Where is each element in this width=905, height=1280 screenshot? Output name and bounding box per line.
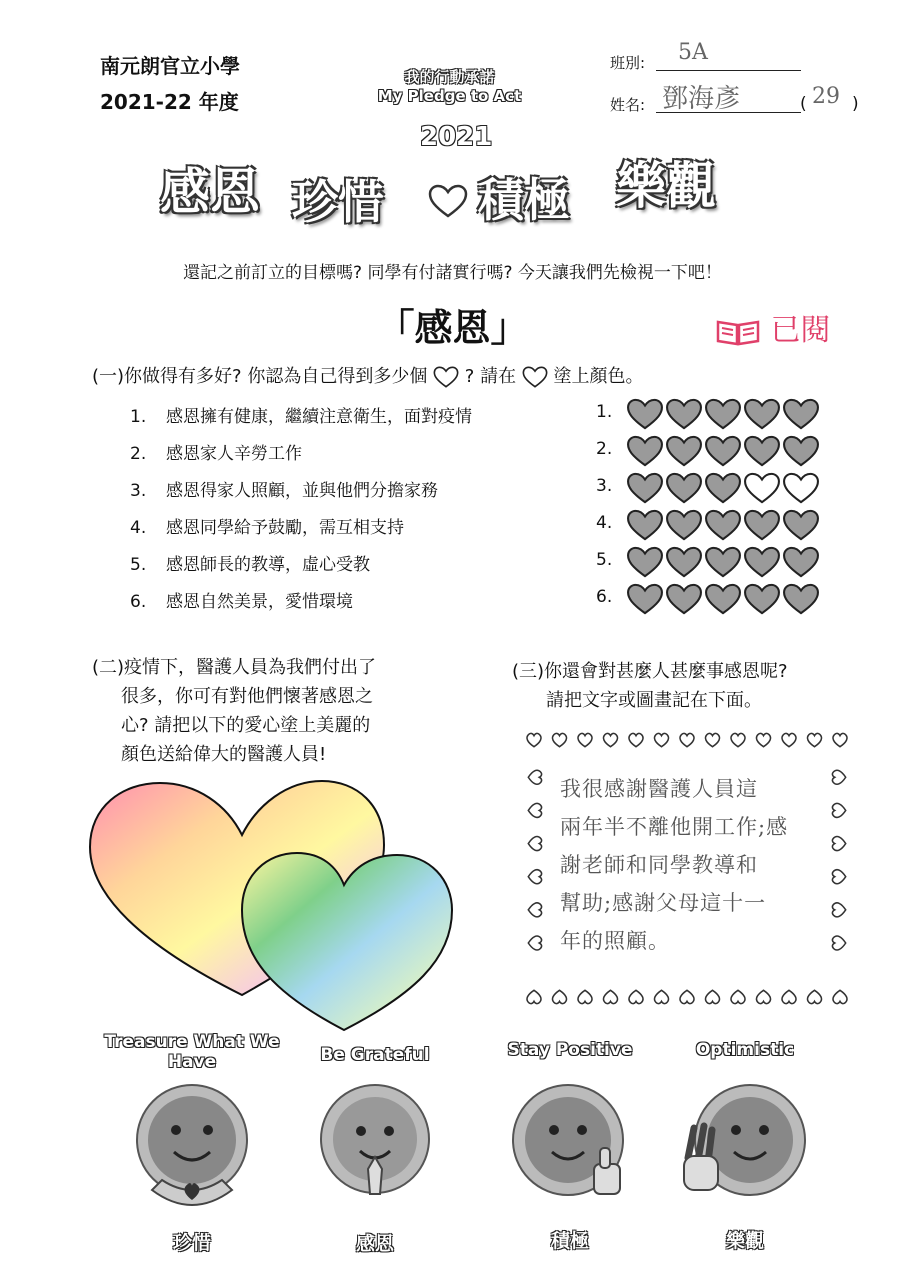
heart-outline-icon[interactable] <box>743 472 781 504</box>
q1-item <box>130 439 302 464</box>
border-heart-icon <box>832 903 845 917</box>
pledge-en: My Pledge to Act <box>377 87 522 105</box>
q1-item-text: 感恩師長的教導，虛心受教 <box>166 555 370 575</box>
colored-hearts-drawing[interactable] <box>82 775 472 1035</box>
heart-filled-icon[interactable] <box>626 583 664 615</box>
sun-face-icon <box>670 1068 820 1218</box>
heart-filled-icon[interactable] <box>704 509 742 541</box>
badge-optimistic <box>670 1040 820 1265</box>
student-info <box>610 40 810 128</box>
heart-filled-icon[interactable] <box>626 398 664 430</box>
heart-filled-icon[interactable] <box>704 472 742 504</box>
q1-item <box>130 587 353 612</box>
banner-title <box>160 140 760 229</box>
handwritten-answer[interactable] <box>560 770 822 960</box>
rating-number: 4. <box>596 513 613 533</box>
answer-line: 幫助;感謝父母這十一 <box>560 891 767 915</box>
badge-grateful <box>300 1045 450 1265</box>
student-number[interactable]: 29 <box>812 84 840 109</box>
border-heart-icon <box>528 936 541 950</box>
rating-number: 3. <box>596 476 613 496</box>
heart-filled-icon[interactable] <box>743 435 781 467</box>
q3-prompt <box>512 657 788 715</box>
heart-filled-icon[interactable] <box>782 398 820 430</box>
class-value[interactable]: 5A <box>678 40 708 65</box>
border-heart-icon <box>832 770 845 784</box>
year-badge: 2021 <box>420 122 493 152</box>
badge-caption: 積極 <box>550 1230 589 1252</box>
q2-line: 心? 請把以下的愛心塗上美麗的 <box>121 715 371 736</box>
badge-positive <box>490 1040 650 1265</box>
heart-filled-icon[interactable] <box>704 398 742 430</box>
heart-filled-icon[interactable] <box>626 509 664 541</box>
border-heart-icon <box>654 990 668 1003</box>
name-label: 姓名: <box>610 96 646 114</box>
border-heart-icon <box>832 803 845 817</box>
q1-item-number: 6. <box>130 592 147 612</box>
stamp-text: 已閱 <box>770 313 831 348</box>
heart-filled-icon[interactable] <box>782 546 820 578</box>
q2-prompt <box>92 653 376 769</box>
border-heart-icon <box>832 870 845 884</box>
heart-filled-icon[interactable] <box>665 583 703 615</box>
heart-filled-icon[interactable] <box>665 509 703 541</box>
school-header <box>100 48 240 120</box>
heart-filled-icon[interactable] <box>665 472 703 504</box>
border-heart-icon <box>833 990 847 1003</box>
heart-filled-icon[interactable] <box>743 398 781 430</box>
border-heart-icon <box>705 733 719 746</box>
q3-line: (三)你還會對甚麼人甚麼事感恩呢? <box>512 661 788 682</box>
badge-caption: 樂觀 <box>725 1230 764 1252</box>
badge-caption: 珍惜 <box>172 1232 211 1254</box>
answer-line: 兩年半不離他開工作;感 <box>560 815 789 839</box>
heart-filled-icon[interactable] <box>665 435 703 467</box>
heart-rating[interactable] <box>626 398 821 434</box>
badge-arc-text: Treasure What We Have <box>104 1032 280 1072</box>
border-heart-icon <box>731 990 745 1003</box>
banner-word-optimistic: 樂觀 <box>616 157 716 215</box>
heart-filled-icon[interactable] <box>704 583 742 615</box>
border-heart-icon <box>552 733 566 746</box>
q1-item-number: 5. <box>130 555 147 575</box>
heart-rating[interactable] <box>626 546 821 582</box>
heart-outline-icon <box>522 366 548 388</box>
q1-text-b: ? 請在 <box>464 366 517 387</box>
q1-item <box>130 550 370 575</box>
heart-filled-icon[interactable] <box>782 435 820 467</box>
border-heart-icon <box>680 733 694 746</box>
heart-rating[interactable] <box>626 435 821 471</box>
number-paren-close: ) <box>852 94 859 114</box>
answer-line: 謝老師和同學教導和 <box>560 853 758 877</box>
q1-item-text: 感恩同學給予鼓勵，需互相支持 <box>166 518 404 538</box>
rating-number: 5. <box>596 550 613 570</box>
intro-text: 還記之前訂立的目標嗎? 同學有付諸實行嗎? 今天讓我們先檢視一下吧！ <box>183 263 722 283</box>
border-heart-icon <box>527 733 541 746</box>
q3-line: 請把文字或圖畫記在下面。 <box>546 690 762 711</box>
border-heart-icon <box>527 990 541 1003</box>
q1-item-text: 感恩擁有健康，繼續注意衛生，面對疫情 <box>166 407 472 427</box>
q1-item-number: 3. <box>130 481 147 501</box>
heart-filled-icon[interactable] <box>743 546 781 578</box>
border-heart-icon <box>528 903 541 917</box>
sun-face-icon <box>92 1060 292 1230</box>
badge-caption: 感恩 <box>355 1233 394 1255</box>
q1-item-number: 4. <box>130 518 147 538</box>
small-heart-shape <box>242 853 452 1030</box>
border-heart-icon <box>603 733 617 746</box>
banner-heart-icon <box>428 184 468 218</box>
name-value[interactable]: 鄧海彥 <box>662 84 741 114</box>
border-heart-icon <box>629 733 643 746</box>
pledge-zh: 我的行動承諾 <box>404 68 495 86</box>
answer-line: 年的照顧。 <box>560 929 670 953</box>
heart-filled-icon[interactable] <box>782 509 820 541</box>
border-heart-icon <box>578 990 592 1003</box>
q2-line: 顏色送給偉大的醫護人員! <box>121 744 327 765</box>
q1-text-a: (一)你做得有多好? 你認為自己得到多少個 <box>92 366 428 387</box>
border-heart-icon <box>680 990 694 1003</box>
border-heart-icon <box>528 837 541 851</box>
q1-item-number: 1. <box>130 407 147 427</box>
book-icon <box>715 317 761 347</box>
heart-filled-icon[interactable] <box>782 583 820 615</box>
heart-filled-icon[interactable] <box>626 472 664 504</box>
border-heart-icon <box>756 733 770 746</box>
border-heart-icon <box>756 990 770 1003</box>
border-heart-icon <box>552 990 566 1003</box>
heart-filled-icon[interactable] <box>626 546 664 578</box>
read-stamp <box>715 305 831 349</box>
school-year: 2021-22 年度 <box>100 90 239 114</box>
q1-item-text: 感恩得家人照顧，並與他們分擔家務 <box>166 481 438 501</box>
border-heart-icon <box>832 936 845 950</box>
border-heart-icon <box>807 733 821 746</box>
badge-treasure <box>92 1032 292 1262</box>
q1-text-c: 塗上顏色。 <box>553 366 644 387</box>
q1-item-text: 感恩自然美景，愛惜環境 <box>166 592 353 612</box>
rating-number: 2. <box>596 439 613 459</box>
q2-line: 很多，你可有對他們懷著感恩之 <box>121 686 373 707</box>
border-heart-icon <box>528 803 541 817</box>
heart-filled-icon[interactable] <box>743 583 781 615</box>
rating-number: 1. <box>596 402 613 422</box>
badge-arc-text: Optimistic <box>695 1040 795 1060</box>
heart-filled-icon[interactable] <box>743 509 781 541</box>
border-heart-icon <box>807 990 821 1003</box>
border-heart-icon <box>832 837 845 851</box>
badge-arc-text: Be Grateful <box>320 1045 430 1065</box>
heart-rating[interactable] <box>626 509 821 545</box>
border-heart-icon <box>528 770 541 784</box>
q1-item <box>130 476 438 501</box>
heart-outline-icon <box>433 366 459 388</box>
q1-item-number: 2. <box>130 444 147 464</box>
heart-rating[interactable] <box>626 472 821 508</box>
heart-filled-icon[interactable] <box>704 546 742 578</box>
heart-filled-icon[interactable] <box>665 398 703 430</box>
q1-prompt <box>92 362 644 388</box>
border-heart-icon <box>629 990 643 1003</box>
border-heart-icon <box>654 733 668 746</box>
q2-line: (二)疫情下，醫護人員為我們付出了 <box>92 657 377 678</box>
badge-arc-text: Stay Positive <box>507 1040 633 1060</box>
border-heart-icon <box>782 990 796 1003</box>
banner-word-treasure: 珍惜 <box>292 175 384 229</box>
border-heart-icon <box>705 990 719 1003</box>
heart-rating[interactable] <box>626 583 821 619</box>
heart-filled-icon[interactable] <box>665 546 703 578</box>
banner-word-positive: 積極 <box>478 173 570 227</box>
q1-item <box>130 513 404 538</box>
banner-word-grateful: 感恩 <box>160 163 260 221</box>
heart-filled-icon[interactable] <box>626 435 664 467</box>
class-label: 班別: <box>610 54 646 72</box>
q1-item <box>130 402 472 427</box>
pledge-title <box>362 68 537 106</box>
heart-outline-icon[interactable] <box>782 472 820 504</box>
school-name: 南元朗官立小學 <box>100 54 240 78</box>
border-heart-icon <box>603 990 617 1003</box>
answer-line: 我很感謝醫護人員這 <box>560 777 758 801</box>
number-paren-open: ( <box>800 94 807 114</box>
class-underline <box>656 70 801 71</box>
section-heading: 「感恩」 <box>376 306 529 350</box>
q1-item-text: 感恩家人辛勞工作 <box>166 444 302 464</box>
border-heart-icon <box>528 870 541 884</box>
border-heart-icon <box>578 733 592 746</box>
border-heart-icon <box>731 733 745 746</box>
rating-number: 6. <box>596 587 613 607</box>
sun-face-icon <box>300 1069 450 1219</box>
border-heart-icon <box>833 733 847 746</box>
border-heart-icon <box>782 733 796 746</box>
heart-filled-icon[interactable] <box>704 435 742 467</box>
sun-face-icon <box>490 1068 650 1218</box>
